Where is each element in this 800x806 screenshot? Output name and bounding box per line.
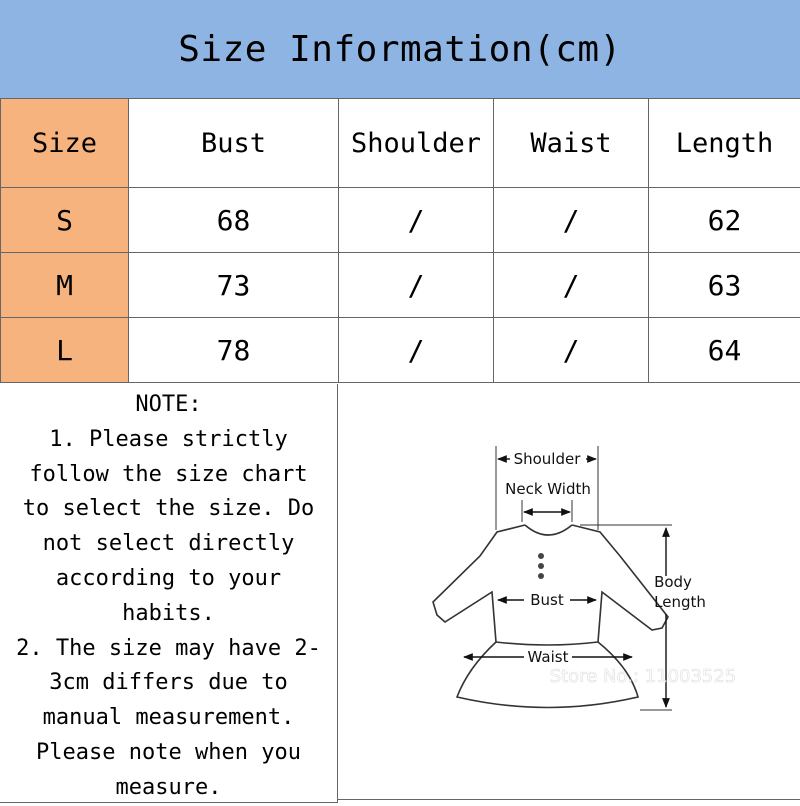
note-line: according to your <box>0 562 337 597</box>
table-row <box>1 188 800 253</box>
note-line: habits. <box>0 597 337 632</box>
header-shoulder: Shoulder <box>339 99 494 188</box>
header-waist: Waist <box>494 99 649 188</box>
note-line: to select the size. Do <box>0 492 337 527</box>
cell-waist: / <box>494 253 649 318</box>
cell-shoulder: / <box>339 318 494 383</box>
note-line: 3cm differs due to <box>0 666 337 701</box>
header-bust: Bust <box>129 99 339 188</box>
note-line: 1. Please strictly <box>0 423 337 458</box>
cell-size: M <box>1 253 129 318</box>
label-body: Body <box>654 573 692 591</box>
cell-bust: 68 <box>129 188 339 253</box>
cell-size: L <box>1 318 129 383</box>
cell-size: S <box>1 188 129 253</box>
cell-bust: 78 <box>129 318 339 383</box>
note-line: not select directly <box>0 527 337 562</box>
cell-waist: / <box>494 188 649 253</box>
cell-shoulder: / <box>339 188 494 253</box>
measurement-diagram <box>338 384 800 800</box>
note-heading: NOTE: <box>0 388 337 423</box>
label-neck-width: Neck Width <box>505 480 591 498</box>
table-row <box>1 253 800 318</box>
cell-waist: / <box>494 318 649 383</box>
store-watermark: Store No.: 11003525 <box>550 666 737 687</box>
note-line: Please note when you <box>0 736 337 771</box>
garment-diagram <box>338 384 800 799</box>
header-size: Size <box>1 99 129 188</box>
label-waist: Waist <box>528 648 569 666</box>
size-table <box>0 98 800 383</box>
note-line: measure. <box>0 771 337 806</box>
button-dots <box>538 553 544 579</box>
page-title: Size Information(cm) <box>0 0 800 99</box>
cell-length: 64 <box>649 318 800 383</box>
table-row <box>1 318 800 383</box>
cell-length: 62 <box>649 188 800 253</box>
header-length: Length <box>649 99 800 188</box>
cell-length: 63 <box>649 253 800 318</box>
cell-shoulder: / <box>339 253 494 318</box>
label-bust: Bust <box>530 591 564 609</box>
label-shoulder: Shoulder <box>514 450 582 468</box>
note-line: manual measurement. <box>0 701 337 736</box>
note-line: 2. The size may have 2- <box>0 632 337 667</box>
label-length: Length <box>654 593 706 611</box>
bottom-section <box>0 384 800 800</box>
cell-bust: 73 <box>129 253 339 318</box>
note-line: follow the size chart <box>0 458 337 493</box>
note-box <box>0 384 338 803</box>
table-header-row <box>1 99 800 188</box>
